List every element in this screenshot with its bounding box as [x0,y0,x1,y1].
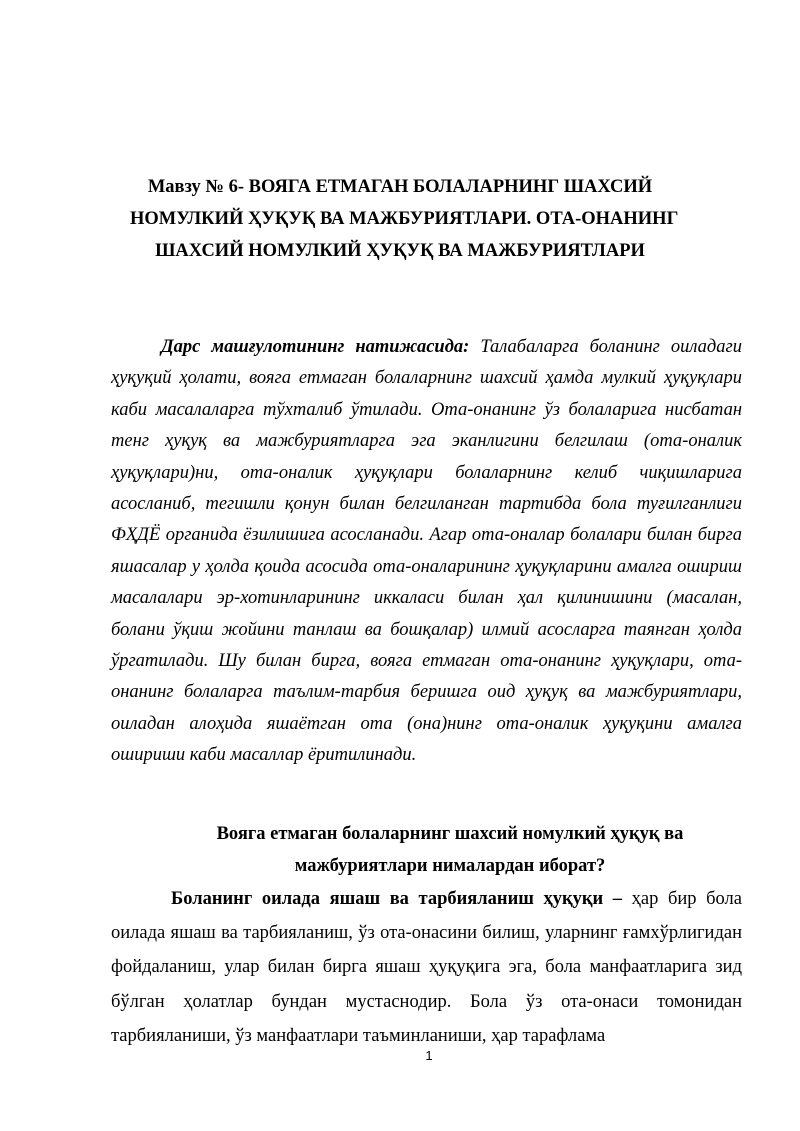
section-paragraph [111,882,742,1053]
section-heading-line-2: мажбуриятлари нималардан иборат? [294,856,606,876]
section-heading-line-1: Вояга етмаган болаларнинг шахсий номулкий ҳуқуқ ва [216,824,684,844]
document-title [130,171,679,267]
title-line-3: ШАХСИЙ НОМУЛКИЙ ҲУҚУҚ ВА МАЖБУРИЯТЛАРИ [155,241,645,261]
section-heading [160,818,740,882]
intro-lead: Дарс машғулотининг натижасида: [161,337,470,357]
section-lead: Боланинг оилада яшаш ва тарбияланиш ҳуқуқи – [171,889,623,909]
intro-text: Талабаларга боланинг оиладаги ҳуқуқий ҳолати, вояга етмаган болаларнинг шахсий ҳамда мулкий ҳуқуқлари каби масалаларга тўхталиб ўтилади. Ота-онанинг ўз болаларига нисбатан тенг ҳуқуқ ва мажбуриятларга эга эканлигини белгилаш (ота-оналик ҳуқуқлари)ни, ота-оналик ҳуқуқлари болаларнинг келиб чиқишларига асосланиб, тегишли қонун билан белгиланган тартибда бола туғилганлиги ФҲДЁ органида ёзилишига асосланади. Агар ота-оналар болалари билан бирга яшасалар у ҳолда қоида асосида ота-оналарининг ҳуқуқларини амалга ошириш масалалари эр-хотинларининг иккаласи билан ҳал қилинишини (масалан, болани ўқиш жойини танлаш ва бошқалар) илмий асосларга таянган ҳолда ўргатилади. Шу билан бирга, вояга етмаган ота-онанинг ҳуқуқлари, ота-онанинг болаларга таълим-тарбия беришга оид ҳуқуқ ва мажбуриятлари, оиладан алоҳида яшаётган ота (она)нинг ота-оналик ҳуқуқини амалга ошириши каби масаллар ёритилинади. [111,337,743,766]
intro-paragraph [111,332,742,772]
page-number: 1 [425,1048,433,1063]
title-line-2: НОМУЛКИЙ ҲУҚУҚ ВА МАЖБУРИЯТЛАРИ. ОТА-ОНАНИНГ [130,209,679,229]
title-line-1: Мавзу № 6- ВОЯГА ЕТМАГАН БОЛАЛАРНИНГ ШАХСИЙ [147,177,653,197]
section-text: ҳар бир бола оилада яшаш ва тарбияланиш, ўз ота-онасини билиш, уларнинг ғамхўрлигидан фойдаланиш, улар билан бирга яшаш ҳуқуқига эга, бола манфаатларига зид бўлган ҳолатлар бундан мустаснодир. Бола ўз ота-онаси томонидан тарбияланиши, ўз манфаатлари таъминланиши, ҳар тарафлама [111,889,742,1046]
